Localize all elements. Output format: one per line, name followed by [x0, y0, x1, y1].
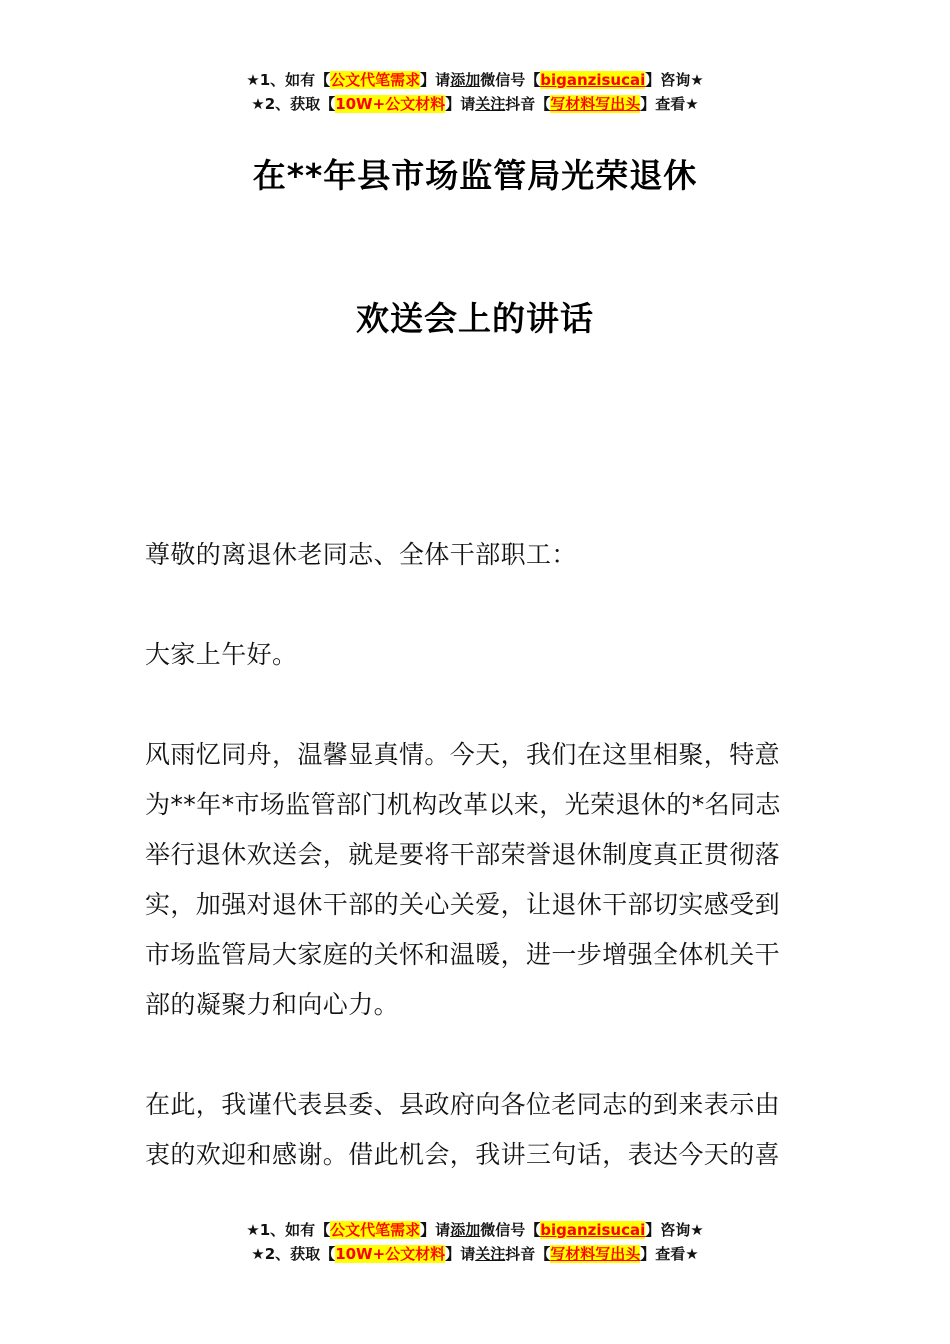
- banner-text: 】请: [445, 95, 476, 113]
- body-line: 尊敬的离退休老同志、全体干部职工：: [145, 540, 577, 569]
- body-line: 在此，我谨代表县委、县政府向各位老同志的到来表示由: [145, 1090, 781, 1119]
- banner-text: 】查看★: [640, 1245, 699, 1263]
- banner-text: 】查看★: [640, 95, 699, 113]
- header-banner: [0, 68, 950, 116]
- banner-text: 】请: [420, 1221, 451, 1239]
- highlight-service: 公文代笔需求: [330, 1221, 421, 1239]
- body-line: 大家上午好。: [145, 640, 298, 669]
- banner-text: ★1、如有【: [246, 1221, 331, 1239]
- underlined-text: 关注: [475, 1245, 506, 1263]
- body-line: 实，加强对退休干部的关心关爱，让退休干部切实感受到: [145, 890, 781, 919]
- wechat-id: biganzisucai: [540, 71, 646, 89]
- underlined-text: 添加: [450, 1221, 481, 1239]
- body-line: 为**年*市场监管部门机构改革以来，光荣退休的*名同志: [145, 790, 781, 819]
- body-line: 市场监管局大家庭的关怀和温暖，进一步增强全体机关干: [145, 940, 781, 969]
- body-line: 风雨忆同舟，温馨显真情。今天，我们在这里相聚，特意: [145, 740, 781, 769]
- document-title-line-2: 欢送会上的讲话: [356, 299, 594, 338]
- banner-line-1: [0, 1218, 950, 1242]
- thanks-paragraph: [145, 1080, 815, 1180]
- body-line: 举行退休欢送会，就是要将干部荣誉退休制度真正贯彻落: [145, 840, 781, 869]
- banner-line-2: [0, 1242, 950, 1266]
- banner-text: 微信号【: [480, 1221, 541, 1239]
- douyin-account: 写材料写出头: [550, 95, 641, 113]
- banner-text: 】请: [445, 1245, 476, 1263]
- highlight-materials: 10W+公文材料: [335, 95, 446, 113]
- douyin-account: 写材料写出头: [550, 1245, 641, 1263]
- highlight-materials: 10W+公文材料: [335, 1245, 446, 1263]
- wechat-id: biganzisucai: [540, 1221, 646, 1239]
- banner-text: 】咨询★: [645, 71, 704, 89]
- highlight-service: 公文代笔需求: [330, 71, 421, 89]
- banner-text: 】咨询★: [645, 1221, 704, 1239]
- banner-line-1: [0, 68, 950, 92]
- body-line: 衷的欢迎和感谢。借此机会，我讲三句话，表达今天的喜: [145, 1140, 781, 1169]
- banner-text: 微信号【: [480, 71, 541, 89]
- document-title-line-1: 在**年县市场监管局光荣退休: [252, 156, 698, 195]
- banner-text: 抖音【: [505, 1245, 551, 1263]
- banner-text: ★2、获取【: [251, 95, 336, 113]
- opening-paragraph: [145, 730, 815, 1030]
- footer-banner: [0, 1218, 950, 1266]
- banner-text: 】请: [420, 71, 451, 89]
- banner-text: 抖音【: [505, 95, 551, 113]
- salutation-paragraph: [145, 530, 815, 580]
- underlined-text: 关注: [475, 95, 506, 113]
- banner-text: ★1、如有【: [246, 71, 331, 89]
- greeting-paragraph: [145, 630, 815, 680]
- banner-line-2: [0, 92, 950, 116]
- body-line: 部的凝聚力和向心力。: [145, 990, 400, 1019]
- underlined-text: 添加: [450, 71, 481, 89]
- banner-text: ★2、获取【: [251, 1245, 336, 1263]
